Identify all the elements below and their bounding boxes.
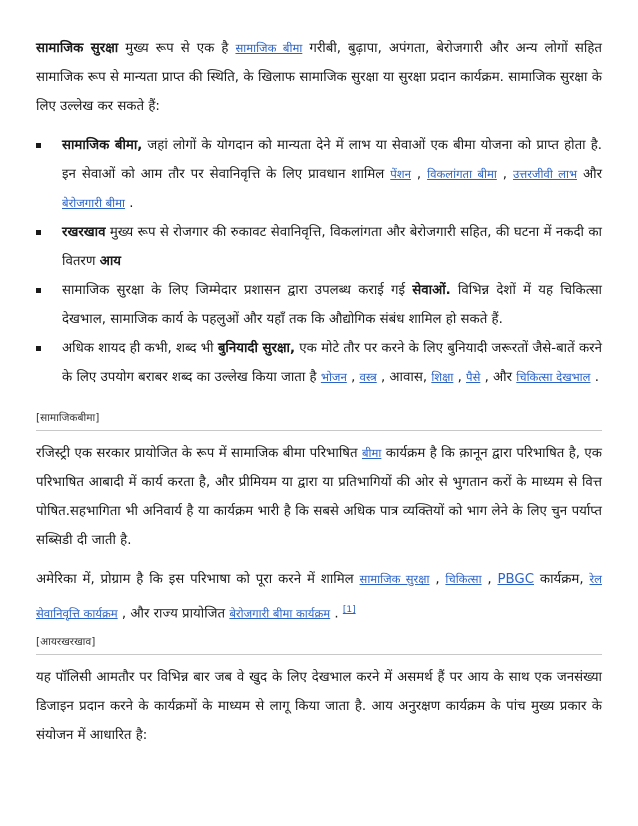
bullet-3-text: सामाजिक सुरक्षा के लिए जिम्मेदार प्रशासन द्वारा उपलब्ध कराई गई	[62, 283, 413, 298]
link-clothing[interactable]: वस्त्र	[359, 370, 377, 384]
link-education[interactable]: शिक्षा	[431, 370, 454, 384]
section-2-paragraph-1: यह पॉलिसी आमतौर पर विभिन्न बार जब वे खुद के लिए देखभाल करने में असमर्थ हैं पर आय के साथ एक जनसंख्या डिजाइन प्रदान करने के कार्यक्रमों के माध्यम से लागू किया जाता है. आय अनुरक्षण कार्यक्रम के पांच मुख्य प्रकार के संयोजन में आधारित है:	[36, 670, 602, 744]
link-medicare[interactable]: चिकित्सा	[445, 572, 482, 586]
link-money[interactable]: पैसे	[466, 370, 481, 384]
intro-paragraph	[36, 34, 602, 121]
s1p1-text-1: रजिस्ट्री एक सरकार प्रायोजित के रूप में सामाजिक बीमा परिभाषित	[36, 446, 362, 461]
section-1-paragraph-2	[36, 565, 602, 628]
bullet-item-social-insurance	[36, 131, 602, 218]
sep: ,	[453, 370, 467, 385]
link-railroad-retirement[interactable]: रेल सेवानिवृत्ति कार्यक्रम	[36, 572, 602, 621]
intro-text-2: गरीबी, बुढ़ापा, अपंगता, बेरोजगारी और अन्य लोगों सहित सामाजिक रूप से मान्यता प्राप्त की स्थिति, के खिलाफ सामाजिक सुरक्षा या सुरक्षा प्रदान कार्यक्रम. सामाजिक सुरक्षा के लिए उल्लेख कर सकते हैं:	[36, 41, 602, 114]
section-1-paragraph-1	[36, 439, 602, 555]
section-heading-income-maintenance: [आयरखरखाव]	[36, 634, 602, 655]
sep: ,	[496, 167, 513, 182]
bullet-item-basic-security	[36, 334, 602, 392]
bullet-item-maintenance	[36, 218, 602, 276]
sep: ,	[346, 370, 360, 385]
bullet-1-bold: सामाजिक बीमा,	[62, 138, 143, 153]
bullet-4-text-2: एक मोटे तौर पर करने के लिए बुनियादी जरूरतों जैसे-बातें करने के लिए उपयोग बराबर शब्द का उल्लेख किया जाता है	[62, 341, 602, 385]
sep: , आवास,	[376, 370, 432, 385]
link-food[interactable]: भोजन	[320, 370, 347, 384]
link-unemployment-insurance[interactable]: बेरोजगारी बीमा	[62, 196, 125, 210]
sep: ,	[410, 167, 428, 182]
intro-bold-term: सामाजिक सुरक्षा	[36, 41, 119, 56]
bullet-item-services	[36, 276, 602, 334]
s1p2-text-1: अमेरिका में, प्रोग्राम है कि इस परिभाषा को पूरा करने में शामिल	[36, 572, 360, 587]
link-insurance[interactable]: बीमा	[361, 446, 382, 460]
bullet-2-bold: रखरखाव	[62, 225, 106, 240]
bullet-3-bold: सेवाओं.	[412, 283, 451, 298]
bullet-list	[36, 131, 602, 392]
link-disability-insurance[interactable]: विकलांगता बीमा	[427, 167, 497, 181]
s1p1-text-2: कार्यक्रम है कि क़ानून द्वारा परिभाषित है, एक परिभाषित आबादी में कार्य करता है, और प्रीमियम या द्वारा या प्रतिभागियों की ओर से भुगतान करों के माध्यम से वित्त पोषित.सहभागिता भी अनिवार्य है या कार्यक्रम भारी है कि सबसे अधिक पात्र व्यक्तियों को भाग लेने के लिए चुन पर्याप्त सब्सिडी दी जाती है.	[36, 446, 602, 548]
link-social-insurance[interactable]: सामाजिक बीमा	[235, 41, 303, 55]
intro-text-1: मुख्य रूप से एक है	[118, 41, 236, 56]
sep: कार्यक्रम,	[534, 572, 590, 587]
bullet-3-text-2: विभिन्न देशों में यह चिकित्सा देखभाल, सामाजिक कार्य के पहलुओं और यहाँ तक कि औद्योगिक संबंध शामिल हो सकते हैं.	[62, 283, 602, 327]
bullet-2-text: मुख्य रूप से रोजगार की रुकावट सेवानिवृत्ति, विकलांगता और बेरोजगारी सहित, की घटना में नकदी का वितरण	[62, 225, 602, 269]
sep: .	[590, 370, 599, 385]
bullet-2-bold-income: आय	[99, 254, 122, 269]
sep: .	[124, 196, 134, 211]
link-pension[interactable]: पेंशन	[390, 167, 411, 181]
section-heading-social-insurance: [सामाजिकबीमा]	[36, 410, 602, 431]
reference-link-1[interactable]: [1]	[342, 605, 356, 615]
link-medical-care[interactable]: चिकित्सा देखभाल	[516, 370, 591, 384]
bullet-4-bold: बुनियादी सुरक्षा,	[217, 341, 296, 356]
link-state-unemployment-insurance[interactable]: बेरोजगारी बीमा कार्यक्रम	[229, 606, 331, 621]
sep: , और	[480, 370, 517, 385]
link-social-security[interactable]: सामाजिक सुरक्षा	[359, 572, 430, 586]
bullet-1-text: जहां लोगों के योगदान को मान्यता देने में लाभ या सेवाओं एक बीमा योजना को प्राप्त होता है. इन सेवाओं को आम तौर पर सेवानिवृत्ति के लिए प्रावधान शामिल	[62, 138, 603, 182]
bullet-4-text: अधिक शायद ही कभी, शब्द भी	[62, 341, 218, 356]
sep: ,	[429, 572, 446, 587]
sep: और	[577, 167, 603, 182]
sep: , और राज्य प्रायोजित	[117, 606, 230, 622]
link-survivor-benefit[interactable]: उत्तरजीवी लाभ	[512, 167, 578, 181]
sep: .	[330, 606, 343, 622]
link-pbgc[interactable]: PBGC	[497, 572, 534, 587]
sep: ,	[481, 572, 498, 587]
